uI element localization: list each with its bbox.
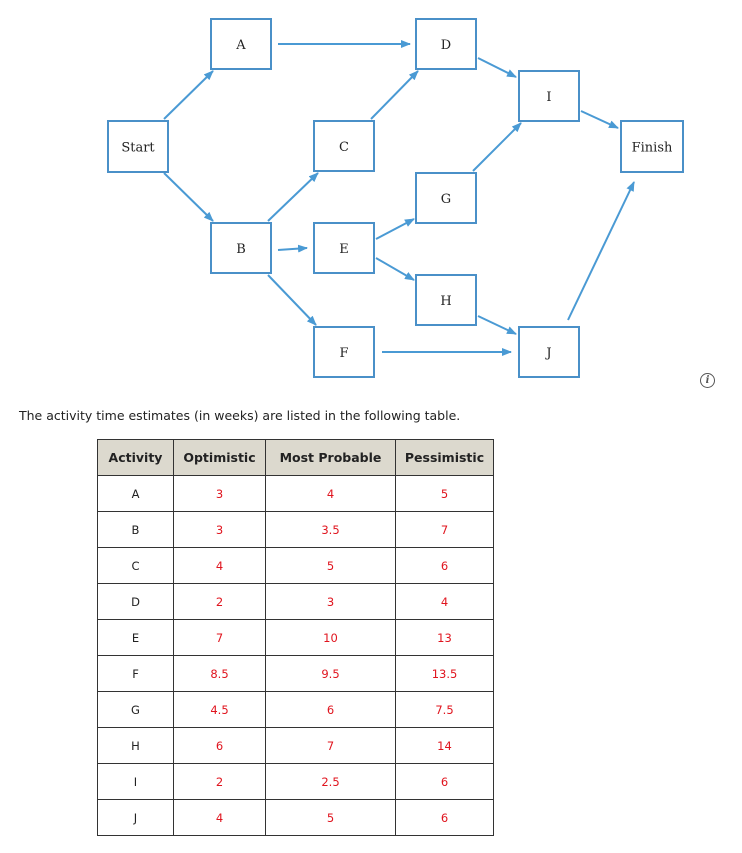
pessimistic-cell: 5 (396, 476, 494, 512)
edge-c-to-d (371, 71, 418, 119)
header-activity: Activity (98, 440, 174, 476)
pessimistic-cell: 13.5 (396, 656, 494, 692)
optimistic-cell: 2 (174, 584, 266, 620)
node-label-b: B (236, 242, 246, 257)
edge-b-to-c (268, 173, 318, 221)
optimistic-cell: 7 (174, 620, 266, 656)
node-i (519, 71, 579, 121)
node-c (314, 121, 374, 171)
node-label-start: Start (121, 140, 155, 156)
node-label-g: G (440, 192, 452, 207)
edge-e-to-g (376, 219, 414, 239)
edge-start-to-b (164, 173, 213, 221)
table-row (98, 584, 494, 620)
edge-e-to-h (376, 258, 414, 280)
node-label-d: D (440, 38, 452, 53)
activity-cell: B (98, 512, 174, 548)
activity-cell: F (98, 656, 174, 692)
most-probable-cell: 7 (266, 728, 396, 764)
pessimistic-cell: 4 (396, 584, 494, 620)
node-finish (621, 121, 683, 172)
activity-cell: J (98, 800, 174, 836)
node-d (416, 19, 476, 69)
most-probable-cell: 5 (266, 548, 396, 584)
table-row (98, 548, 494, 584)
intro-text: The activity time estimates (in weeks) are listed in the following table. (19, 408, 461, 423)
table-row (98, 692, 494, 728)
optimistic-cell: 8.5 (174, 656, 266, 692)
node-label-finish: Finish (631, 140, 673, 156)
node-label-f: F (339, 346, 349, 361)
pessimistic-cell: 6 (396, 548, 494, 584)
node-j (519, 327, 579, 377)
pessimistic-cell: 13 (396, 620, 494, 656)
node-label-e: E (339, 242, 349, 257)
most-probable-cell: 5 (266, 800, 396, 836)
activity-cell: A (98, 476, 174, 512)
node-label-j: J (546, 346, 552, 361)
info-icon[interactable]: i (700, 373, 715, 388)
optimistic-cell: 3 (174, 476, 266, 512)
edge-h-to-j (478, 316, 516, 334)
node-f (314, 327, 374, 377)
node-g (416, 173, 476, 223)
edge-g-to-i (473, 123, 521, 171)
optimistic-cell: 4.5 (174, 692, 266, 728)
node-label-h: H (440, 294, 452, 309)
activity-estimates-table (97, 439, 494, 836)
table-header-row (98, 440, 494, 476)
most-probable-cell: 10 (266, 620, 396, 656)
activity-cell: I (98, 764, 174, 800)
edge-i-to-finish (581, 111, 618, 128)
pessimistic-cell: 7.5 (396, 692, 494, 728)
activity-cell: C (98, 548, 174, 584)
table-row (98, 800, 494, 836)
node-a (211, 19, 271, 69)
node-h (416, 275, 476, 325)
pessimistic-cell: 7 (396, 512, 494, 548)
activity-cell: G (98, 692, 174, 728)
pessimistic-cell: 6 (396, 800, 494, 836)
header-most-probable: Most Probable (266, 440, 396, 476)
most-probable-cell: 2.5 (266, 764, 396, 800)
edge-d-to-i (478, 58, 516, 77)
edge-b-to-e (278, 248, 307, 250)
activity-cell: H (98, 728, 174, 764)
node-label-i: I (546, 90, 552, 105)
network-diagram (0, 0, 742, 400)
optimistic-cell: 3 (174, 512, 266, 548)
table-row (98, 512, 494, 548)
most-probable-cell: 4 (266, 476, 396, 512)
edge-b-to-f (268, 275, 316, 325)
pessimistic-cell: 6 (396, 764, 494, 800)
header-optimistic: Optimistic (174, 440, 266, 476)
edge-start-to-a (164, 71, 213, 119)
table-row (98, 476, 494, 512)
most-probable-cell: 3.5 (266, 512, 396, 548)
node-label-c: C (339, 140, 349, 155)
table-row (98, 764, 494, 800)
most-probable-cell: 6 (266, 692, 396, 728)
optimistic-cell: 4 (174, 548, 266, 584)
activity-cell: D (98, 584, 174, 620)
node-b (211, 223, 271, 273)
node-e (314, 223, 374, 273)
most-probable-cell: 3 (266, 584, 396, 620)
node-start (108, 121, 168, 172)
header-pessimistic: Pessimistic (396, 440, 494, 476)
optimistic-cell: 4 (174, 800, 266, 836)
optimistic-cell: 6 (174, 728, 266, 764)
table-row (98, 728, 494, 764)
node-label-a: A (236, 38, 246, 53)
table-row (98, 656, 494, 692)
activity-cell: E (98, 620, 174, 656)
pessimistic-cell: 14 (396, 728, 494, 764)
edge-j-to-finish (568, 182, 634, 320)
optimistic-cell: 2 (174, 764, 266, 800)
table-row (98, 620, 494, 656)
most-probable-cell: 9.5 (266, 656, 396, 692)
